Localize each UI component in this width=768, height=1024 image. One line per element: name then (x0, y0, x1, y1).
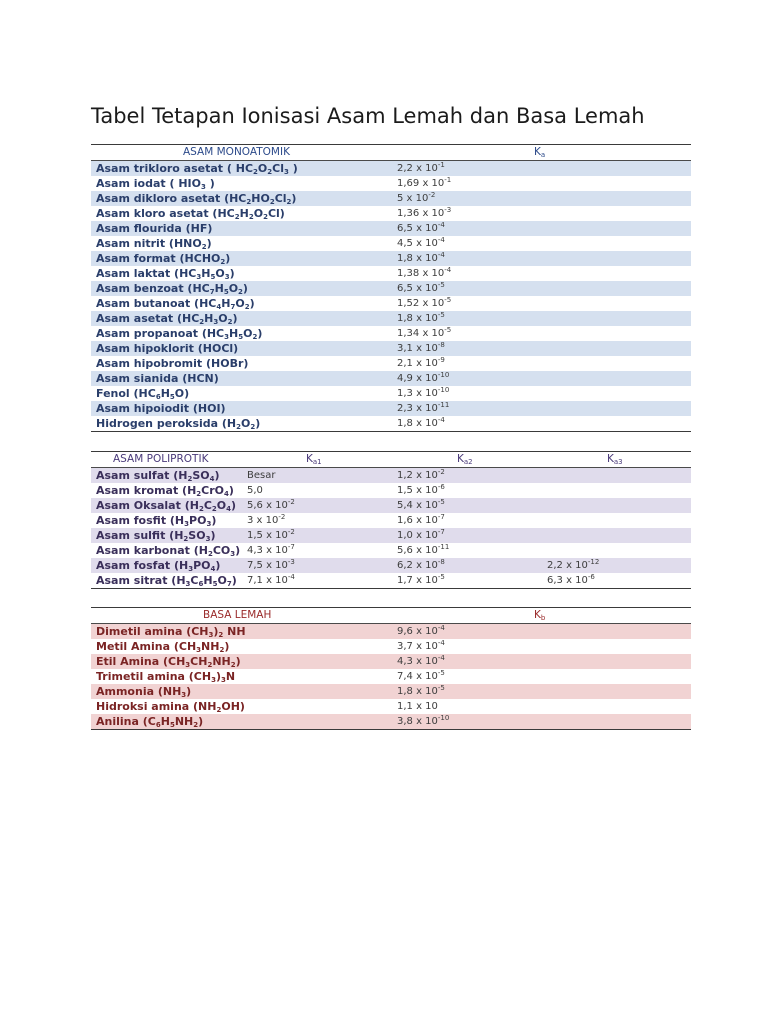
table-header (91, 145, 691, 161)
table-row (91, 401, 691, 416)
table-body (91, 161, 691, 431)
acid-name-cell: Asam sulfit $(H_2SO_3)$ (96, 529, 216, 543)
acid-name-cell: Hidrogen peroksida $(H_2O_2)$ (96, 417, 261, 431)
table-row (91, 624, 691, 639)
base-name-cell: Anilina $(C_6H_5NH_2)$ (96, 715, 204, 729)
table-row (91, 221, 691, 236)
acid-name-cell: Asam propanoat $(HC_3H_5O_2)$ (96, 327, 263, 341)
ka1-cell: 1,5 x $10^{-2}$ (247, 528, 295, 541)
base-name-cell: Hidroksi amina $(NH_2OH)$ (96, 700, 245, 714)
table-row (91, 311, 691, 326)
column-header-ka: $K_a$ (534, 146, 546, 159)
table-row (91, 513, 691, 528)
table-row (91, 416, 691, 431)
base-name-cell: Trimetil amina $(CH_3)_3N$ (96, 670, 236, 684)
acid-name-cell: Asam trikloro asetat ( $HC_2O_2Cl_3$ ) (96, 162, 298, 176)
ka-cell: 2,1 x $10^{-9}$ (397, 356, 445, 369)
ka-cell: 4,5 x $10^{-4}$ (397, 236, 445, 249)
acid-name-cell: Asam fosfit $(H_3PO_3)$ (96, 514, 217, 528)
ka2-cell: 5,4 x $10^{-5}$ (397, 498, 445, 511)
ka1-cell: Besar (247, 470, 276, 481)
table-header (91, 452, 691, 468)
monoprotic-acid-table (91, 144, 691, 432)
ka1-cell: 4,3 x $10^{-7}$ (247, 543, 295, 556)
ka-cell: 1,52 x $10^{-5}$ (397, 296, 452, 309)
acid-name-cell: Asam dikloro asetat $(HC_2HO_2Cl_2)$ (96, 192, 297, 206)
kb-cell: 1,1 x 10 (397, 701, 438, 712)
column-header-ka1: $K_{a1}$ (306, 453, 322, 466)
acid-name-cell: Asam format $(HCHO_2)$ (96, 252, 231, 266)
ka1-cell: 5,0 (247, 485, 263, 496)
acid-name-cell: Asam flourida (HF) (96, 222, 213, 235)
acid-name-cell: Asam sulfat $(H_2SO_4)$ (96, 469, 220, 483)
acid-name-cell: Asam nitrit $(HNO_2)$ (96, 237, 212, 251)
table-row (91, 558, 691, 573)
table-row (91, 191, 691, 206)
ka-cell: 2,3 x $10^{-11}$ (397, 401, 450, 414)
table-row (91, 341, 691, 356)
acid-name-cell: Asam iodat ( $HIO_3$ ) (96, 177, 215, 191)
table-row (91, 236, 691, 251)
table-row (91, 176, 691, 191)
ka-cell: 1,8 x $10^{-5}$ (397, 311, 445, 324)
table-header (91, 608, 691, 624)
ka1-cell: 7,5 x $10^{-3}$ (247, 558, 295, 571)
ka-cell: 4,9 x $10^{-10}$ (397, 371, 450, 384)
table-row (91, 714, 691, 729)
table-row (91, 528, 691, 543)
base-name-cell: Dimetil amina $(CH_3)_2$ NH (96, 625, 246, 639)
ka-cell: 1,36 x $10^{-3}$ (397, 206, 452, 219)
ka-cell: 1,69 x $10^{-1}$ (397, 176, 452, 189)
ka2-cell: 1,6 x $10^{-7}$ (397, 513, 445, 526)
acid-name-cell: Asam fosfat $(H_3PO_4)$ (96, 559, 221, 573)
ka2-cell: 5,6 x $10^{-11}$ (397, 543, 450, 556)
base-name-cell: Ammonia $(NH_3)$ (96, 685, 192, 699)
acid-name-cell: Asam laktat $(HC_3H_5O_3)$ (96, 267, 235, 281)
table-row (91, 654, 691, 669)
table-row (91, 371, 691, 386)
ka-cell: 1,34 x $10^{-5}$ (397, 326, 452, 339)
polyprotic-acid-table (91, 451, 691, 589)
acid-name-cell: Asam hipoklorit (HOCl) (96, 342, 239, 355)
table-row (91, 296, 691, 311)
acid-name-cell: Asam butanoat $(HC_4H_7O_2)$ (96, 297, 255, 311)
table-row (91, 684, 691, 699)
acid-name-cell: Asam karbonat $(H_2CO_3)$ (96, 544, 241, 558)
table-row (91, 669, 691, 684)
page-title: Tabel Tetapan Ionisasi Asam Lemah dan Basa Lemah (91, 104, 645, 128)
ka2-cell: 1,7 x $10^{-5}$ (397, 573, 445, 586)
table-row (91, 639, 691, 654)
ka-cell: 1,8 x $10^{-4}$ (397, 416, 445, 429)
table-row (91, 468, 691, 483)
table-row (91, 543, 691, 558)
table-row (91, 281, 691, 296)
kb-cell: 9,6 x $10^{-4}$ (397, 624, 445, 637)
ka-cell: 1,3 x $10^{-10}$ (397, 386, 450, 399)
base-name-cell: Metil Amina $(CH_3NH_2)$ (96, 640, 230, 654)
acid-name-cell: Fenol $(HC_6H_5O)$ (96, 387, 190, 401)
ka1-cell: 3 x $10^{-2}$ (247, 513, 286, 526)
ka2-cell: 1,2 x $10^{-2}$ (397, 468, 445, 481)
column-header-acid: ASAM MONOATOMIK (183, 146, 290, 158)
table-row (91, 386, 691, 401)
ka2-cell: 1,5 x $10^{-6}$ (397, 483, 445, 496)
table-body (91, 468, 691, 588)
table-row (91, 483, 691, 498)
table-row (91, 498, 691, 513)
table-row (91, 326, 691, 341)
ka-cell: 6,5 x $10^{-5}$ (397, 281, 445, 294)
ka-cell: 2,2 x $10^{-1}$ (397, 161, 445, 174)
acid-name-cell: Asam hipobromit (HOBr) (96, 357, 249, 370)
column-header-base: BASA LEMAH (203, 609, 272, 621)
table-row (91, 699, 691, 714)
table-row (91, 206, 691, 221)
ka-cell: 1,38 x $10^{-4}$ (397, 266, 452, 279)
acid-name-cell: Asam sitrat $(H_3C_6H_5O_7)$ (96, 574, 237, 588)
acid-name-cell: Asam Oksalat $(H_2C_2O_4)$ (96, 499, 237, 513)
table-body (91, 624, 691, 729)
acid-name-cell: Asam sianida (HCN) (96, 372, 219, 385)
column-header-ka3: $K_{a3}$ (607, 453, 623, 466)
table-row (91, 573, 691, 588)
column-header-kb: $K_b$ (534, 609, 546, 622)
column-header-acid: ASAM POLIPROTIK (113, 453, 209, 465)
ka3-cell: 6,3 x $10^{-6}$ (547, 573, 595, 586)
kb-cell: 3,7 x $10^{-4}$ (397, 639, 445, 652)
table-row (91, 251, 691, 266)
table-row (91, 266, 691, 281)
ka1-cell: 7,1 x $10^{-4}$ (247, 573, 295, 586)
table-row (91, 356, 691, 371)
kb-cell: 4,3 x $10^{-4}$ (397, 654, 445, 667)
acid-name-cell: Asam asetat $(HC_2H_3O_2)$ (96, 312, 238, 326)
kb-cell: 7,4 x $10^{-5}$ (397, 669, 445, 682)
weak-base-table (91, 607, 691, 730)
ka-cell: 6,5 x $10^{-4}$ (397, 221, 445, 234)
ka-cell: 5 x $10^{-2}$ (397, 191, 436, 204)
ka3-cell: 2,2 x $10^{-12}$ (547, 558, 600, 571)
column-header-ka2: $K_{a2}$ (457, 453, 473, 466)
ka-cell: 1,8 x $10^{-4}$ (397, 251, 445, 264)
base-name-cell: Etil Amina $(CH_3CH_2NH_2)$ (96, 655, 241, 669)
kb-cell: 1,8 x $10^{-5}$ (397, 684, 445, 697)
ka1-cell: 5,6 x $10^{-2}$ (247, 498, 295, 511)
acid-name-cell: Asam kromat $(H_2CrO_4)$ (96, 484, 234, 498)
ka2-cell: 1,0 x $10^{-7}$ (397, 528, 445, 541)
acid-name-cell: Asam kloro asetat $(HC_2H_2O_2Cl)$ (96, 207, 285, 221)
kb-cell: 3,8 x $10^{-10}$ (397, 714, 450, 727)
ka-cell: 3,1 x $10^{-8}$ (397, 341, 445, 354)
ka2-cell: 6,2 x $10^{-8}$ (397, 558, 445, 571)
table-row (91, 161, 691, 176)
acid-name-cell: Asam hipoiodit (HOI) (96, 402, 226, 415)
acid-name-cell: Asam benzoat $(HC_7H_5O_2)$ (96, 282, 248, 296)
